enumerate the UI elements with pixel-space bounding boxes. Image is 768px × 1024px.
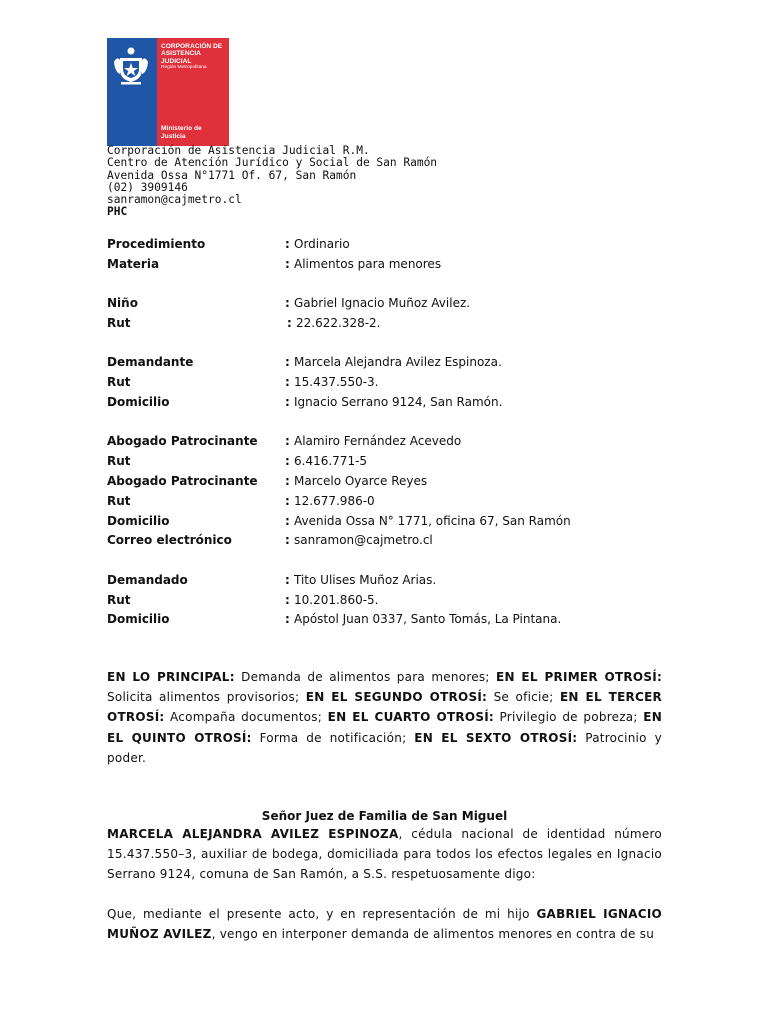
body-text: , vengo en interponer demanda de alimentos menores en contra de su — [211, 927, 655, 942]
info-row — [107, 573, 667, 593]
info-label: Abogado Patrocinante — [107, 473, 258, 488]
letterhead-center: Centro de Atención Jurídico y Social de San Ramón — [107, 156, 438, 170]
intro-paragraph — [107, 824, 662, 885]
info-colon: : — [285, 434, 290, 449]
info-label: Domicilio — [107, 513, 170, 528]
summary-text: Acompaña documentos; — [164, 710, 328, 725]
info-colon: : — [285, 592, 290, 607]
intro-text: , cédula nacional de identidad número 15.437.550–3, auxiliar de bodega, domiciliada para todos los efectos legales en Ignacio Serrano 9124, comuna de San Ramón, a S.S. respetuosamente digo: — [107, 827, 662, 882]
logo-region: Región Metropolitana — [161, 65, 207, 71]
info-label: Rut — [107, 592, 131, 607]
summary-heading: EN EL QUINTO OTROSÍ: — [107, 710, 662, 745]
info-value: Alimentos para menores — [294, 256, 442, 271]
body-paragraph — [107, 904, 662, 944]
info-label: Rut — [107, 493, 131, 508]
info-row — [107, 454, 667, 474]
letterhead-address: Avenida Ossa N°1771 Of. 67, San Ramón — [107, 168, 357, 182]
info-colon: : — [285, 296, 290, 311]
logo-ministry-line: Justicia — [161, 132, 186, 140]
info-colon: : — [285, 493, 290, 508]
info-label: Correo electrónico — [107, 533, 232, 548]
info-value: Marcelo Oyarce Reyes — [294, 473, 428, 488]
summary-heading: EN EL CUARTO OTROSÍ: — [327, 710, 494, 725]
info-label: Domicilio — [107, 394, 170, 409]
info-colon: : — [285, 256, 290, 271]
info-row — [107, 257, 667, 277]
info-label: Rut — [107, 454, 131, 469]
info-value: Marcela Alejandra Avilez Espinoza. — [294, 355, 502, 370]
info-row — [107, 355, 667, 375]
info-value: Ignacio Serrano 9124, San Ramón. — [294, 394, 503, 409]
info-row — [107, 494, 667, 514]
logo-org-line: JUDICIAL — [161, 57, 192, 65]
child-name: GABRIEL IGNACIO MUÑOZ AVILEZ — [107, 907, 662, 942]
info-label: Niño — [107, 296, 138, 311]
letterhead-organization: Corporación de Asistencia Judicial R.M. — [107, 144, 370, 157]
info-colon: : — [285, 533, 290, 548]
info-value: 12.677.986-0 — [294, 493, 375, 508]
coat-of-arms-icon — [112, 46, 150, 86]
summary-paragraph — [107, 667, 662, 768]
summary-text: Solicita alimentos provisorios; — [107, 690, 306, 705]
info-value: 22.622.328-2. — [296, 315, 381, 330]
info-value: 15.437.550-3. — [294, 375, 379, 390]
logo-ministry-name — [161, 125, 227, 140]
summary-text: Privilegio de pobreza; — [493, 710, 644, 725]
court-salutation: Señor Juez de Familia de San Miguel — [261, 809, 508, 823]
info-row — [107, 514, 667, 534]
plaintiff-name: MARCELA ALEJANDRA AVILEZ ESPINOZA — [107, 827, 399, 841]
info-row — [107, 316, 667, 336]
summary-heading: EN EL SEGUNDO OTROSÍ: — [305, 690, 488, 705]
info-row — [107, 296, 667, 316]
info-label: Demandado — [107, 572, 188, 587]
info-colon: : — [285, 454, 290, 469]
logo-org-line: CORPORACIÓN DE — [161, 43, 223, 50]
info-label: Procedimiento — [107, 237, 206, 251]
logo-org-line: ASISTENCIA — [161, 50, 201, 58]
letterhead-email: sanramon@cajmetro.cl — [107, 193, 242, 207]
corporation-logo — [107, 38, 229, 146]
summary-text: Patrocinio y poder. — [107, 730, 662, 765]
info-colon: : — [285, 513, 290, 528]
summary-text: Demanda de alimentos para menores; — [234, 670, 497, 684]
info-value: Gabriel Ignacio Muñoz Avilez. — [294, 296, 471, 311]
info-value: Alamiro Fernández Acevedo — [294, 434, 462, 449]
info-colon: : — [285, 237, 290, 251]
info-row — [107, 593, 667, 613]
info-colon: : — [285, 394, 290, 409]
info-label: Abogado Patrocinante — [107, 434, 258, 449]
info-row — [107, 612, 667, 632]
info-value: sanramon@cajmetro.cl — [294, 533, 433, 548]
info-row — [107, 474, 667, 494]
info-row — [107, 395, 667, 415]
info-label: Domicilio — [107, 612, 170, 627]
info-colon: : — [285, 355, 290, 370]
info-value: Ordinario — [294, 237, 350, 251]
logo-red-panel — [157, 38, 229, 146]
info-colon: : — [285, 375, 290, 390]
logo-ministry-line: Ministerio de — [161, 125, 202, 133]
info-value: Tito Ulises Muñoz Arias. — [294, 572, 437, 587]
summary-heading: EN EL TERCER OTROSÍ: — [107, 690, 663, 725]
info-label: Rut — [107, 375, 131, 390]
info-colon: : — [285, 572, 290, 587]
info-label: Demandante — [107, 355, 194, 370]
info-row — [107, 434, 667, 454]
logo-organization-name — [161, 43, 227, 71]
info-label: Materia — [107, 256, 160, 271]
info-value: 10.201.860-5. — [294, 592, 379, 607]
info-colon: : — [285, 612, 290, 627]
info-value: Avenida Ossa N° 1771, oficina 67, San Ramón — [294, 513, 571, 528]
body-text: Que, mediante el presente acto, y en representación de mi hijo — [107, 907, 537, 921]
letterhead — [107, 145, 437, 219]
info-label: Rut — [107, 315, 131, 330]
case-info-table — [107, 237, 667, 632]
info-row — [107, 375, 667, 395]
info-colon: : — [287, 315, 292, 330]
summary-text: Forma de notificación; — [251, 730, 415, 745]
info-row — [107, 237, 667, 257]
letterhead-phone: (02) 3909146 — [107, 180, 188, 194]
info-value: 6.416.771-5 — [294, 454, 368, 469]
letterhead-initials: PHC — [107, 205, 128, 219]
summary-text: Se oficie; — [487, 690, 560, 705]
summary-heading: EN EL SEXTO OTROSÍ: — [414, 730, 578, 745]
logo-blue-panel — [107, 38, 157, 146]
summary-heading: EN LO PRINCIPAL: — [107, 670, 235, 684]
info-colon: : — [285, 473, 290, 488]
info-row — [107, 533, 667, 553]
summary-heading: EN EL PRIMER OTROSÍ: — [496, 670, 662, 684]
info-value: Apóstol Juan 0337, Santo Tomás, La Pintana. — [294, 612, 562, 627]
